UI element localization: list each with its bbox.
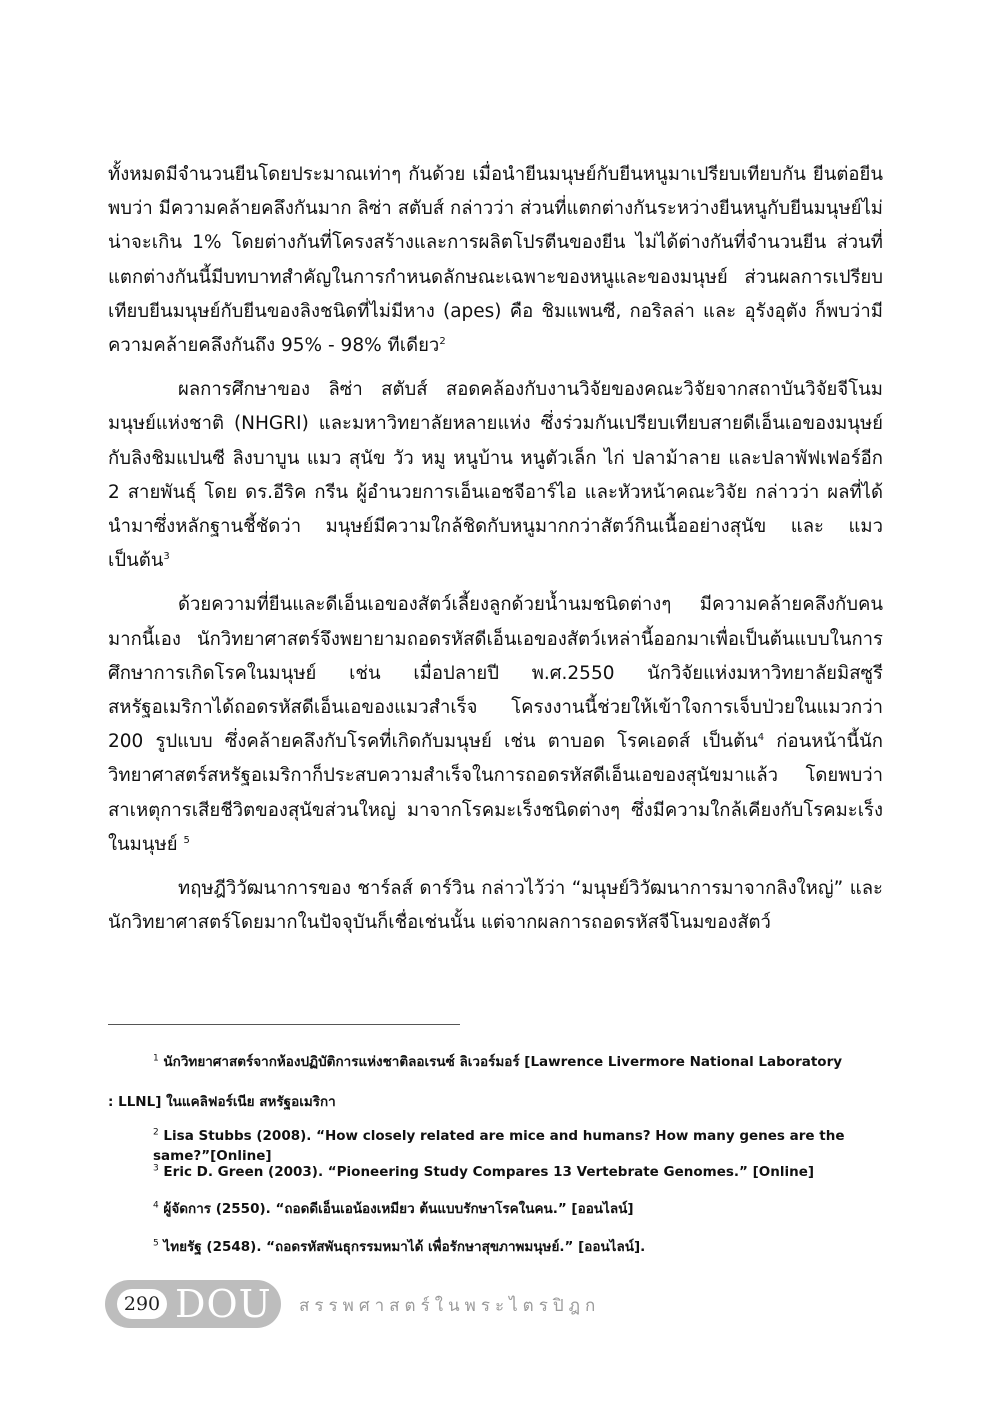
- paragraph-3-text-b: ก่อนหน้านี้นักวิทยาศาสตร์สหรัฐอเมริกาก็ประสบความสำเร็จในการถอดรหัสดีเอ็นเอของสุนัขมาแล้ว โดยพบว่า สาเหตุการเสียชีวิตของสุนัขส่วนใหญ่ มาจากโรคมะเร็งชนิดต่างๆ ซึ่งมีความใกล้เคียงกับโรคมะเร็งในมนุษย์: [108, 731, 883, 855]
- footnote-1-line-2: : LLNL] ในแคลิฟอร์เนีย สหรัฐอเมริกา: [108, 1094, 336, 1110]
- footnote-2-text: Lisa Stubbs (2008). “How closely related are mice and humans? How many genes are the same?”[Online]: [153, 1128, 845, 1164]
- dou-logo: DOU: [175, 1282, 272, 1326]
- footnote-2-number: 2: [153, 1127, 159, 1138]
- paragraph-2: [108, 373, 883, 578]
- footnote-4-text: ผู้จัดการ (2550). “ถอดดีเอ็นเอน้องเหมียว ต้นแบบรักษาโรคในคน.” [ออนไลน์]: [158, 1201, 634, 1217]
- footnote-3-number: 3: [153, 1163, 159, 1174]
- paragraph-3: [108, 588, 883, 862]
- footnote-ref-4[interactable]: 4: [757, 732, 765, 744]
- paragraph-4-text: ทฤษฎีวิวัฒนาการของ ชาร์ลส์ ดาร์วิน กล่าวไว้ว่า “มนุษย์วิวัฒนาการมาจากลิงใหญ่” และนักวิทยาศาสตร์โดยมากในปัจจุบันก็เชื่อเช่นนั้น แต่จากผลการถอดรหัสจีโนมของสัตว์: [108, 878, 883, 934]
- footnote-3-text: Eric D. Green (2003). “Pioneering Study Compares 13 Vertebrate Genomes.” [Online]: [158, 1164, 815, 1180]
- footnote-3: [108, 1162, 888, 1182]
- footnote-5: [108, 1237, 888, 1257]
- footnote-1: [108, 1052, 888, 1112]
- body-text: [108, 158, 883, 940]
- paragraph-2-text: ผลการศึกษาของ ลิซ่า สตับส์ สอดคล้องกับงานวิจัยของคณะวิจัยจากสถาบันวิจัยจีโนมมนุษย์แห่งชาติ (NHGRI) และมหาวิทยาลัยหลายแห่ง ซึ่งร่วมกันเปรียบเทียบสายดีเอ็นเอของมนุษย์กับลิงชิมแปนซี ลิงบาบูน แมว สุนัข วัว หมู หนูบ้าน หนูตัวเล็ก ไก่ ปลาม้าลาย และปลาพัฟเฟอร์อีก 2 สายพันธุ์ โดย ดร.อีริค กรีน ผู้อำนวยการเอ็นเอชจีอาร์ไอ และหัวหน้าคณะวิจัย กล่าวว่า ผลที่ได้นำมาซึ่งหลักฐานชี้ชัดว่า มนุษย์มีความใกล้ชิดกับหนูมากกว่าสัตว์กินเนื้ออย่างสุนัข และ แมว เป็นต้น: [108, 379, 883, 572]
- footnote-1-text-1: นักวิทยาศาสตร์จากห้องปฏิบัติการแห่งชาติลอเรนซ์ ลิเวอร์มอร์ [Lawrence Livermore National Laboratory: [158, 1054, 843, 1070]
- footnote-1-number: 1: [153, 1053, 159, 1064]
- footnote-1-line-1: [108, 1052, 888, 1072]
- footnote-4: [108, 1199, 888, 1219]
- paragraph-1: [108, 158, 883, 363]
- footnote-4-number: 4: [153, 1200, 159, 1211]
- footnote-5-number: 5: [153, 1238, 159, 1249]
- paragraph-1-text: ทั้งหมดมีจำนวนยีนโดยประมาณเท่าๆ กันด้วย เมื่อนำยีนมนุษย์กับยีนหนูมาเปรียบเทียบกัน ยีนต่อยีนพบว่า มีความคล้ายคลึงกันมาก ลิซ่า สตับส์ กล่าวว่า ส่วนที่แตกต่างกันระหว่างยีนหนูกับยีนมนุษย์ไม่น่าจะเกิน 1% โดยต่างกันที่โครงสร้างและการผลิตโปรตีนของยีน ไม่ได้ต่างกันที่จำนวนยีน ส่วนที่แตกต่างกันนี้มีบทบาทสำคัญในการกำหนดลักษณะเฉพาะของหนูและของมนุษย์ ส่วนผลการเปรียบเทียบยีนมนุษย์กับยีนของลิงชนิดที่ไม่มีหาง (apes) คือ ชิมแพนซี, กอริลล่า และ อุรังอุตัง ก็พบว่ามีความคล้ายคลึงกันถึง 95% - 98% ทีเดียว: [108, 164, 883, 357]
- book-title: สรรพศาสตร์ในพระไตรปิฎก: [299, 1296, 601, 1316]
- footnote-ref-5[interactable]: 5: [183, 834, 190, 846]
- footnote-divider: [108, 1024, 460, 1025]
- paragraph-4: [108, 872, 883, 940]
- page-number: 290: [117, 1289, 167, 1319]
- page-footer: [105, 1280, 705, 1328]
- paragraph-3-text-a: ด้วยความที่ยีนและดีเอ็นเอของสัตว์เลี้ยงลูกด้วยน้ำนมชนิดต่างๆ มีความคล้ายคลึงกับคนมากนี้เอง นักวิทยาศาสตร์จึงพยายามถอดรหัสดีเอ็นเอของสัตว์เหล่านี้ออกมาเพื่อเป็นต้นแบบในการศึกษาการเกิดโรคในมนุษย์ เช่น เมื่อปลายปี พ.ศ.2550 นักวิจัยแห่งมหาวิทยาลัยมิสซูรี สหรัฐอเมริกาได้ถอดรหัสดีเอ็นเอของแมวสำเร็จ โครงงานนี้ช่วยให้เข้าใจการเจ็บป่วยในแมวกว่า 200 รูปแบบ ซึ่งคล้ายคลึงกับโรคที่เกิดกับมนุษย์ เช่น ตาบอด โรคเอดส์ เป็นต้น: [108, 594, 883, 753]
- footnote-ref-2[interactable]: 2: [439, 335, 446, 347]
- footnote-ref-3[interactable]: 3: [163, 551, 170, 563]
- footnote-5-text: ไทยรัฐ (2548). “ถอดรหัสพันธุกรรมหมาได้ เพื่อรักษาสุขภาพมนุษย์.” [ออนไลน์].: [158, 1239, 646, 1255]
- dou-logo-badge: [105, 1280, 281, 1328]
- footnote-2: [108, 1126, 888, 1166]
